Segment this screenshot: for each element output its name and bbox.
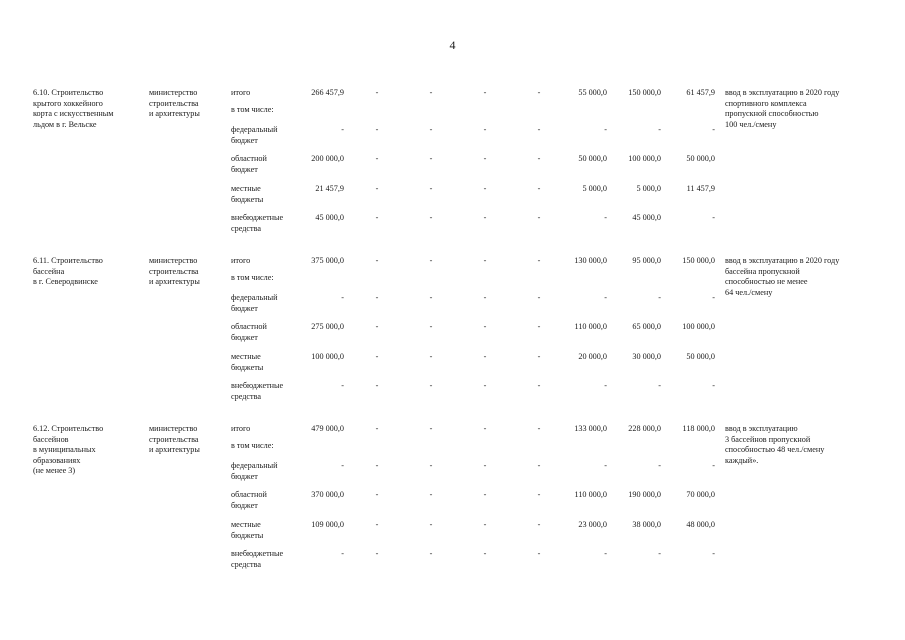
funding-source-label: областной бюджет <box>231 322 267 342</box>
year-cell: - <box>429 256 433 265</box>
year-cell: 133 000,0 <box>574 424 607 433</box>
total-cell: - <box>341 549 344 558</box>
item-executor: министерство строительства и архитектуры <box>149 424 200 454</box>
year-cell: - <box>375 490 379 499</box>
funding-source-label: в том числе: <box>231 441 274 450</box>
year-cell: - <box>483 154 487 163</box>
year-cell: 110 000,0 <box>574 490 607 499</box>
year-cell: - <box>483 293 487 302</box>
funding-source-label: внебюджетные средства <box>231 213 284 233</box>
year-cell: - <box>712 293 715 302</box>
total-cell: 479 000,0 <box>311 424 344 433</box>
year-cell: - <box>537 88 541 97</box>
total-cell: 370 000,0 <box>311 490 344 499</box>
year-cell: - <box>537 184 541 193</box>
year-cell: - <box>375 322 379 331</box>
year-cell: - <box>375 293 379 302</box>
total-cell: - <box>341 125 344 134</box>
item-title: 6.12. Строительство бассейнов в муниципальных образованиях (не менее 3) <box>33 424 104 475</box>
year-cell: - <box>483 381 487 390</box>
year-cell: - <box>375 461 379 470</box>
total-cell: 375 000,0 <box>311 256 344 265</box>
year-cell: - <box>537 490 541 499</box>
year-cell: 65 000,0 <box>632 322 661 331</box>
year-cell: - <box>429 125 433 134</box>
year-cell: - <box>429 184 433 193</box>
year-cell: - <box>429 352 433 361</box>
year-cell: 100 000,0 <box>682 322 715 331</box>
item-title: 6.11. Строительство бассейна в г. Северодвинске <box>33 256 103 286</box>
year-cell: - <box>658 381 661 390</box>
year-cell: - <box>537 154 541 163</box>
year-cell: - <box>429 424 433 433</box>
page-number: 4 <box>449 38 456 52</box>
year-cell: - <box>483 520 487 529</box>
item-result: ввод в эксплуатацию в 2020 году спортивного комплекса пропускной способностью 100 чел./смену <box>725 88 840 129</box>
year-cell: - <box>483 549 487 558</box>
total-cell: 275 000,0 <box>311 322 344 331</box>
total-cell: 109 000,0 <box>311 520 344 529</box>
funding-source-label: итого <box>231 256 251 265</box>
year-cell: - <box>712 381 715 390</box>
year-cell: 118 000,0 <box>682 424 715 433</box>
year-cell: - <box>375 256 379 265</box>
year-cell: - <box>429 490 433 499</box>
year-cell: - <box>604 125 607 134</box>
funding-source-label: федеральный бюджет <box>231 125 278 145</box>
funding-source-label: местные бюджеты <box>231 352 264 372</box>
year-cell: - <box>712 461 715 470</box>
total-cell: - <box>341 461 344 470</box>
year-cell: 61 457,9 <box>686 88 715 97</box>
item-executor: министерство строительства и архитектуры <box>149 256 200 286</box>
year-cell: - <box>483 424 487 433</box>
year-cell: - <box>712 549 715 558</box>
total-cell: 100 000,0 <box>311 352 344 361</box>
year-cell: - <box>483 125 487 134</box>
year-cell: - <box>604 461 607 470</box>
year-cell: - <box>483 213 487 222</box>
year-cell: - <box>375 381 379 390</box>
year-cell: 95 000,0 <box>632 256 661 265</box>
year-cell: - <box>537 256 541 265</box>
total-cell: - <box>341 293 344 302</box>
year-cell: 110 000,0 <box>574 322 607 331</box>
year-cell: 150 000,0 <box>682 256 715 265</box>
year-cell: 50 000,0 <box>686 352 715 361</box>
funding-source-label: федеральный бюджет <box>231 461 278 481</box>
funding-source-label: местные бюджеты <box>231 520 264 540</box>
total-cell: 21 457,9 <box>315 184 344 193</box>
year-cell: 23 000,0 <box>578 520 607 529</box>
year-cell: 55 000,0 <box>578 88 607 97</box>
year-cell: 70 000,0 <box>686 490 715 499</box>
year-cell: - <box>537 322 541 331</box>
year-cell: - <box>483 490 487 499</box>
year-cell: - <box>658 125 661 134</box>
year-cell: 228 000,0 <box>628 424 661 433</box>
year-cell: - <box>429 88 433 97</box>
funding-source-label: местные бюджеты <box>231 184 264 204</box>
year-cell: - <box>429 213 433 222</box>
year-cell: - <box>375 213 379 222</box>
total-cell: - <box>341 381 344 390</box>
year-cell: - <box>375 184 379 193</box>
year-cell: 130 000,0 <box>574 256 607 265</box>
funding-source-label: областной бюджет <box>231 490 267 510</box>
year-cell: - <box>537 381 541 390</box>
year-cell: 5 000,0 <box>582 184 607 193</box>
year-cell: - <box>375 88 379 97</box>
item-title: 6.10. Строительство крытого хоккейного корта с искусственным льдом в г. Вельске <box>33 88 114 129</box>
year-cell: - <box>429 461 433 470</box>
year-cell: - <box>658 293 661 302</box>
year-cell: - <box>483 184 487 193</box>
year-cell: 150 000,0 <box>628 88 661 97</box>
year-cell: - <box>604 549 607 558</box>
year-cell: - <box>537 352 541 361</box>
year-cell: - <box>712 213 715 222</box>
year-cell: 48 000,0 <box>686 520 715 529</box>
year-cell: - <box>537 125 541 134</box>
year-cell: - <box>537 293 541 302</box>
year-cell: - <box>483 352 487 361</box>
year-cell: 50 000,0 <box>578 154 607 163</box>
year-cell: - <box>712 125 715 134</box>
year-cell: - <box>375 549 379 558</box>
year-cell: - <box>429 520 433 529</box>
year-cell: - <box>429 293 433 302</box>
year-cell: - <box>429 381 433 390</box>
funding-source-label: в том числе: <box>231 105 274 114</box>
year-cell: - <box>483 322 487 331</box>
year-cell: - <box>429 322 433 331</box>
year-cell: - <box>429 154 433 163</box>
funding-source-label: в том числе: <box>231 273 274 282</box>
item-executor: министерство строительства и архитектуры <box>149 88 200 118</box>
year-cell: 38 000,0 <box>632 520 661 529</box>
year-cell: 5 000,0 <box>636 184 661 193</box>
year-cell: - <box>483 256 487 265</box>
year-cell: - <box>483 88 487 97</box>
year-cell: - <box>537 213 541 222</box>
year-cell: - <box>604 293 607 302</box>
year-cell: - <box>658 461 661 470</box>
year-cell: 45 000,0 <box>632 213 661 222</box>
year-cell: - <box>537 424 541 433</box>
year-cell: - <box>537 549 541 558</box>
year-cell: 20 000,0 <box>578 352 607 361</box>
year-cell: - <box>375 352 379 361</box>
funding-source-label: итого <box>231 424 251 433</box>
total-cell: 45 000,0 <box>315 213 344 222</box>
year-cell: - <box>537 461 541 470</box>
funding-source-label: внебюджетные средства <box>231 549 284 569</box>
funding-source-label: федеральный бюджет <box>231 293 278 313</box>
year-cell: - <box>658 549 661 558</box>
item-result: ввод в эксплуатацию в 2020 году бассейна пропускной способностью не менее 64 чел./смену <box>725 256 840 297</box>
funding-source-label: областной бюджет <box>231 154 267 174</box>
year-cell: 30 000,0 <box>632 352 661 361</box>
year-cell: 190 000,0 <box>628 490 661 499</box>
year-cell: - <box>604 213 607 222</box>
funding-source-label: внебюджетные средства <box>231 381 284 401</box>
year-cell: 50 000,0 <box>686 154 715 163</box>
total-cell: 266 457,9 <box>311 88 344 97</box>
year-cell: - <box>537 520 541 529</box>
funding-source-label: итого <box>231 88 251 97</box>
year-cell: 100 000,0 <box>628 154 661 163</box>
year-cell: - <box>429 549 433 558</box>
item-result: ввод в эксплуатацию 3 бассейнов пропускной способностью 48 чел./смену каждый». <box>725 424 825 465</box>
year-cell: - <box>375 125 379 134</box>
year-cell: - <box>375 520 379 529</box>
year-cell: - <box>375 424 379 433</box>
year-cell: - <box>483 461 487 470</box>
year-cell: 11 457,9 <box>686 184 715 193</box>
year-cell: - <box>604 381 607 390</box>
total-cell: 200 000,0 <box>311 154 344 163</box>
year-cell: - <box>375 154 379 163</box>
